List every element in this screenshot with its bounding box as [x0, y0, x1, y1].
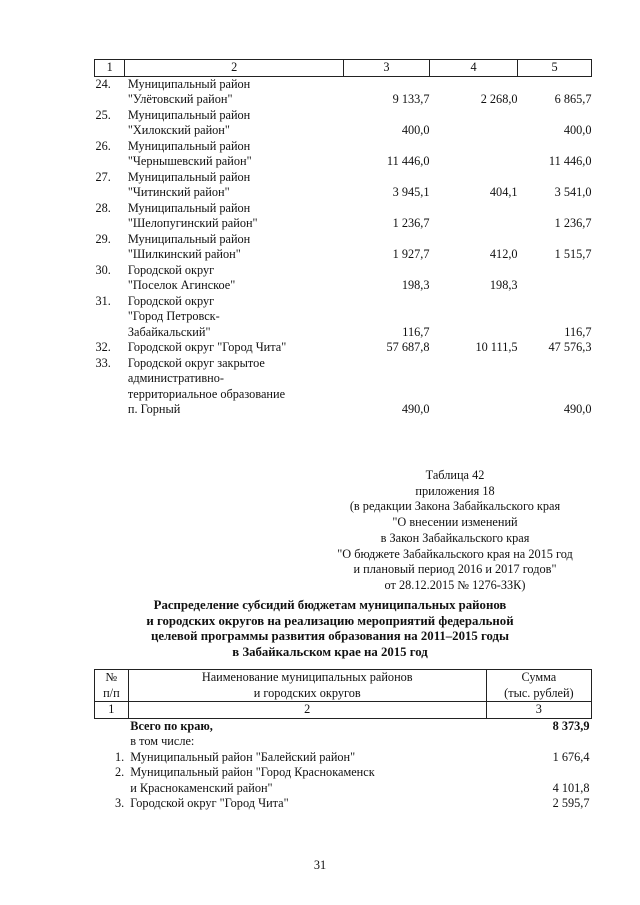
total-value: 8 373,9 [552, 718, 590, 733]
row-name-line: "Поселок Агинское" [127, 278, 236, 292]
row-name-line: административно- [127, 371, 224, 385]
row-name-line: "Шелопугинский район" [127, 216, 258, 230]
subsidy-table-education [94, 669, 592, 812]
column-number-cell: 1 [95, 60, 125, 77]
row-name-line: Муниципальный район [127, 138, 251, 153]
row-value-regional: 3 541,0 [554, 185, 592, 199]
row-value-total: 1 927,7 [392, 247, 430, 261]
row-name-line: "Читинский район" [127, 185, 230, 199]
caption-line: и плановый период 2016 и 2017 годов" [353, 562, 557, 577]
table-row [95, 750, 592, 766]
row-value: 1 676,4 [552, 749, 590, 764]
heading-line: в Забайкальском крае на 2015 год [232, 645, 428, 660]
row-value: 4 101,8 [552, 780, 590, 795]
table-header-row [95, 670, 592, 702]
row-value-regional: 47 576,3 [548, 340, 592, 354]
row-value-federal: 2 268,0 [480, 92, 518, 106]
caption-line: приложения 18 [415, 483, 495, 498]
row-value-total: 400,0 [401, 123, 430, 137]
table-row [95, 108, 592, 139]
row-number: 33. [95, 355, 111, 370]
column-number-cell: 1 [95, 702, 129, 719]
including-row [95, 734, 592, 750]
row-name [128, 750, 486, 766]
header-line: и городских округов [253, 685, 361, 700]
row-name [125, 76, 344, 108]
row-value-federal: 10 111,5 [475, 340, 518, 354]
heading-line: и городских округов на реализацию мероприятий федеральной [146, 613, 514, 628]
header-name [128, 670, 486, 702]
row-value-total: 9 133,7 [392, 92, 430, 106]
row-number: 27. [95, 169, 111, 184]
row-name-line: п. Горный [127, 402, 181, 416]
row-name [125, 356, 344, 418]
row-name-line: Муниципальный район [127, 107, 251, 122]
row-name-line: "Улётовский район" [127, 92, 233, 106]
column-number-cell: 2 [128, 702, 486, 719]
row-number: 25. [95, 107, 111, 122]
table-row [95, 796, 592, 812]
including-value [486, 734, 591, 750]
table-heading [120, 598, 540, 661]
row-number: 29. [95, 231, 111, 246]
header-line: № [105, 670, 118, 684]
row-value-total: 3 945,1 [392, 185, 430, 199]
row-name [128, 796, 486, 812]
column-number-cell: 5 [518, 60, 592, 77]
total-number [95, 718, 129, 734]
row-name-line: Муниципальный район [127, 200, 251, 215]
table-row [95, 76, 592, 108]
row-number: 32. [95, 340, 111, 354]
row-name-line: Городской округ [127, 293, 215, 308]
row-name-line: "Шилкинский район" [127, 247, 241, 261]
row-value-federal [430, 294, 518, 341]
table-row [95, 139, 592, 170]
row-number: 31. [95, 293, 111, 308]
total-row [95, 718, 592, 734]
header-line: Наименование муниципальных районов [201, 670, 413, 684]
table-row [95, 765, 592, 796]
row-name-line: "Чернышевский район" [127, 154, 252, 168]
table-row [95, 294, 592, 341]
row-value-federal [430, 201, 518, 232]
column-number-cell: 2 [125, 60, 344, 77]
row-name [125, 232, 344, 263]
row-value-regional [518, 263, 592, 294]
row-name [125, 201, 344, 232]
index-row [95, 702, 592, 719]
table-header-row [95, 60, 592, 77]
row-value-federal [430, 108, 518, 139]
column-number-cell: 3 [343, 60, 429, 77]
row-name-line: Городской округ "Город Чита" [127, 340, 287, 354]
row-value-federal [430, 139, 518, 170]
row-value-regional: 490,0 [563, 402, 592, 416]
including-number [95, 734, 129, 750]
row-name-line: "Город Петровск- [127, 309, 220, 323]
row-name-line: "Хилокский район" [127, 123, 230, 137]
row-value-regional: 11 446,0 [548, 154, 592, 168]
row-name-line: территориальное образование [127, 386, 286, 401]
header-sum [486, 670, 591, 702]
column-number-cell: 4 [430, 60, 518, 77]
table-row [95, 356, 592, 418]
row-value-total: 198,3 [401, 278, 430, 292]
caption-line: в Закон Забайкальского края [380, 530, 530, 545]
row-name-line: Муниципальный район [127, 231, 251, 246]
row-name-line: Муниципальный район "Балейский район" [130, 749, 356, 764]
row-value-federal: 404,1 [489, 185, 518, 199]
row-value-total: 1 236,7 [392, 216, 430, 230]
row-name-line: Муниципальный район [127, 76, 251, 91]
row-name-line: Забайкальский" [127, 324, 211, 339]
row-number: 24. [95, 76, 111, 91]
row-value: 2 595,7 [552, 796, 590, 810]
table-row [95, 340, 592, 356]
row-value-total: 490,0 [401, 402, 430, 416]
row-number: 30. [95, 262, 111, 277]
row-name [125, 294, 344, 341]
heading-line: Распределение субсидий бюджетам муниципальных районов [153, 598, 507, 612]
caption-line: "О бюджете Забайкальского края на 2015 год [337, 546, 573, 561]
row-name-line: Городской округ "Город Чита" [130, 796, 289, 810]
table-row [95, 263, 592, 294]
row-value-regional: 400,0 [563, 123, 592, 137]
row-number: 28. [95, 200, 111, 215]
including-label: в том числе: [130, 734, 195, 748]
row-name-line: и Краснокаменский район" [130, 780, 273, 795]
row-value-regional: 1 515,7 [554, 247, 592, 261]
row-value-federal: 412,0 [489, 247, 518, 261]
row-name [125, 139, 344, 170]
table-row [95, 201, 592, 232]
page-number: 31 [313, 858, 327, 872]
row-value-total: 57 687,8 [386, 340, 430, 354]
caption-line: Таблица 42 [425, 468, 485, 482]
row-number: 2. [115, 765, 125, 779]
row-name [125, 170, 344, 201]
table-row [95, 232, 592, 263]
row-value-federal: 198,3 [489, 278, 518, 292]
column-number-cell: 3 [486, 702, 591, 719]
caption-line: (в редакции Закона Забайкальского края [349, 499, 561, 514]
row-value-total: 11 446,0 [386, 154, 430, 168]
header-number [95, 670, 129, 702]
caption-line: от 28.12.2015 № 1276-ЗЗК) [384, 577, 526, 592]
row-name-line: Муниципальный район "Город Краснокаменск [130, 765, 375, 779]
row-name [128, 765, 486, 796]
row-value-total: 116,7 [402, 324, 430, 339]
table-caption [320, 468, 590, 594]
table-row [95, 170, 592, 201]
row-number: 3. [115, 796, 125, 810]
row-name-line: Городской округ закрытое [127, 355, 265, 370]
header-line: п/п [103, 685, 120, 700]
row-number: 26. [95, 138, 111, 153]
row-name-line: Муниципальный район [127, 169, 251, 184]
total-label: Всего по краю, [130, 718, 213, 733]
header-line: Сумма [521, 670, 557, 684]
row-name [125, 340, 344, 356]
subsidy-table-continuation [94, 59, 592, 418]
row-value-federal [430, 356, 518, 418]
row-name [125, 263, 344, 294]
row-value-regional: 6 865,7 [554, 92, 592, 106]
row-value-regional: 1 236,7 [554, 216, 592, 230]
caption-line: "О внесении изменений [392, 515, 518, 530]
row-value-regional: 116,7 [564, 324, 592, 339]
row-name-line: Городской округ [127, 262, 215, 277]
row-name [125, 108, 344, 139]
row-number: 1. [115, 749, 125, 764]
heading-line: целевой программы развития образования на 2011–2015 годы [151, 629, 509, 644]
header-line: (тыс. рублей) [504, 685, 574, 700]
